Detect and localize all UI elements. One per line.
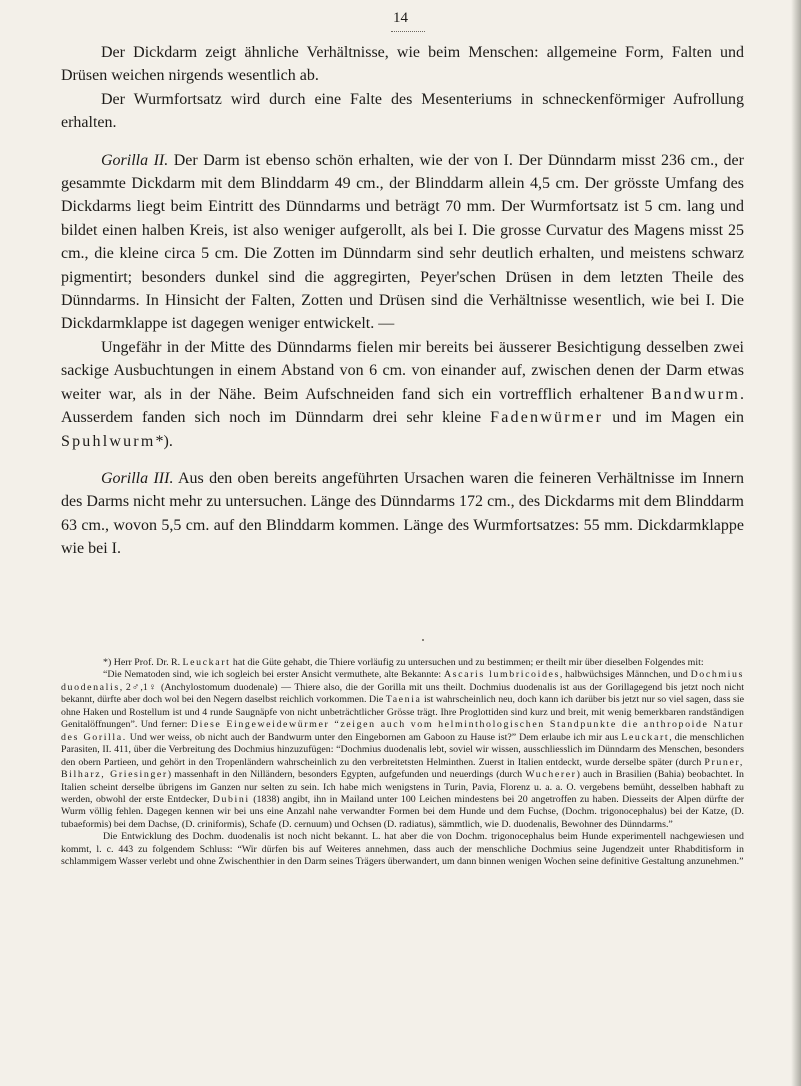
paragraph-dickdarm: Der Dickdarm zeigt ähnliche Verhältnisse, wie beim Menschen: allgemeine Form, Falten und Drüsen weichen nirgends wesentlich ab. [61,44,744,85]
page-edge-shadow [791,0,801,1086]
paragraph-parasites [61,336,744,453]
footnote-intro-b: hat die Güte gehabt, die Thiere vorläufig zu untersuchen und zu bestimmen; er theilt mir über dieselben Folgendes mit: [230,657,704,668]
paragraph-gorilla-2 [61,149,744,336]
quote-d: ist wahrscheinlich neu, doch kann ich darüber bis jetzt nur so viel sagen, dass sie ohne Haken und Rostellum ist und 4 runde Saugnäpfe von nicht unbeträchtlicher Grösse trägt. Ihre Proglottiden sind kurz und breit, mit wenig bemerkbaren randständigen Genitalöffnungen”. Und ferner: [61,694,744,731]
term-fadenwuermer: Fadenwürmer [490,409,604,427]
term-bandwurm: Bandwurm [651,385,740,403]
term-taenia: Taenia [385,694,422,706]
quote-e: Und wer weiss, ob nicht auch der Bandwurm unter den Eingebornen am Gaboon zu Hause ist?” Dem erlaube ich mir aus [126,731,622,743]
main-text [61,41,744,561]
footnote-ref: *). [155,432,173,450]
footnote-intro-a: Herr Prof. Dr. R. [111,657,183,668]
quote-f: , die menschlichen Parasiten, II. 411, über die Verbreitung des Dochmius hinzuzufügen: “Dochmius duodenalis lebt, soviel wir wissen, ausschliesslich im Dünndarm des Menschen, besonders den obern Partieen, und gehört in den Tropenländern wahrscheinlich zu den verbreitetsten Helminthen. Zuerst in Italien entdeckt, wurde derselbe später (durch [61,731,745,768]
page-number-rule [391,31,425,32]
footnote-intro [61,657,744,669]
term-ascaris: Ascaris lumbricoides [443,669,560,681]
term-spuhlwurm: Spuhlwurm [61,432,156,450]
parasites-text-c: und im Magen ein [603,409,744,427]
gorilla-3-text: Aus den oben bereits angeführten Ursachen waren die feineren Verhältnisse im Innern des Darms nicht mehr zu untersuchen. Länge des Dünndarms 172 cm., des Dickdarms mit dem Blinddarm 63 cm., wovon 5,5 cm. auf den Blinddarm kommen. Länge des Wurmfortsatzes: 55 mm. Dickdarmklappe wie bei I. [61,469,744,558]
footnote [61,657,744,869]
section-heading-gorilla-2: Gorilla II. [101,151,169,169]
paragraph-gorilla-3 [61,467,744,561]
parasites-text-b: . Ausserdem fanden sich noch im Dünndarm drei sehr kleine [61,385,744,427]
quote-h: ) auch in Brasilien (Bahia) beobachtet. In Italien scheint derselbe übrigens im Ganzen nur selten zu sein. Ich habe mich wenigstens in Turin, Pavia, Florenz u. a. a. O. vergebens bemüht, desselben habhaft zu werden, obwohl der erste Entdecker, [61,769,744,805]
name-leuckart: Leuckart [182,657,231,668]
quote-c: , 2♂,1♀ (Anchylostomum duodenale) — Thiere also, die der Gorilla mit uns theilt. Dochmius duodenalis ist aus der Gorillagegend bis jetzt noch nicht bekannt, dürfte aber doch wol bei den Negern daselbst reichlich vorkommen. Die [61,681,744,706]
footnote-quote [61,669,744,831]
quote-b: , halbwüchsiges Männchen, und [559,669,691,681]
parasites-text-a: Ungefähr in der Mitte des Dünndarms fielen mir bereits bei äusserer Besichtigung desselben zwei sackige Ausbuchtungen in einem Abstand von 6 cm. von einander auf, zwischen denen der Darm etwas weiter war, als in der Nähe. Beim Aufschneiden fand sich ein vortrefflich erhaltener [61,338,744,403]
quote-i: (1838) angibt, ihn in Mailand unter 100 Leichen mindestens bei 20 angetroffen zu haben. Diesseits der Alpen dürfte der Wurm völlig fehlen. Dagegen kennen wir bei uns eine Anzahl nahe verwandter Formen bei dem Hunde und dem Fuchse, (Dochm. trigonocephalus) bei der Katze, (D. tubaeformis) bei dem Dachse, (D. criniformis), Schafe (D. cernuum) und Ochsen (D. radiatus), sämmtlich, wie D. duodenalis, Bewohner des Dünndarms.” [61,793,744,830]
names-discoverers: Pruner, Bilharz, Griesinger [61,756,744,781]
name-dubini: Dubini [212,793,250,805]
name-wucherer: Wucherer [525,769,577,781]
name-leuckart-2: Leuckart [621,731,670,743]
page-number: 14 [393,10,408,26]
term-dochmius: Dochmius duodenalis [61,669,744,693]
footnote-separator [422,639,424,641]
paragraph-wurmfortsatz: Der Wurmfortsatz wird durch eine Falte des Mesenteriums in schneckenförmiger Aufrollung erhalten. [61,90,744,132]
gorilla-2-text: Der Darm ist ebenso schön erhalten, wie der von I. Der Dünndarm misst 236 cm., der gesammte Dickdarm mit dem Blinddarm 49 cm., der Blinddarm allein 4,5 cm. Der grösste Umfang des Dickdarms liegt beim Eintritt des Dünndarms und beträgt 70 mm. Der Wurmfortsatz ist 5 cm. lang und bildet einen halben Kreis, ist also weniger aufgerollt, als bei I. Die grosse Curvatur des Magens misst 25 cm., die kleine circa 5 cm. Die Zotten im Dünndarm sind sehr deutlich erhalten, und meistens schwarz pigmentirt; besonders dunkel sind die aggregirten, Peyer'schen Drüsen in dem letzten Theile des Dünndarms. In Hinsicht der Falten, Zotten und Drüsen sind die Verhältnisse wesentlich, wie bei I. Die Dickdarmklappe ist dagegen weniger entwickelt. — [61,151,744,333]
section-heading-gorilla-3: Gorilla III. [101,469,174,487]
quote-eingeweide: Diese Eingeweidewürmer “zeigen auch vom helminthologischen Standpunkte die anthropoide Natur des Gorilla. [61,719,744,743]
quote-a: “Die Nematoden sind, wie ich sogleich bei erster Ansicht vermuthete, alte Bekannte: [103,669,444,681]
footnote-development: Die Entwicklung des Dochm. duodenalis ist noch nicht bekannt. L. hat aber die von Dochm. trigonocephalus beim Hunde experimentell nachgewiesen und kommt, l. c. 443 zu folgendem Schluss: “Wir dürfen bis auf Weiteres annehmen, dass auch der menschliche Dochmius seine Jugendzeit unter Rhabditisform in schlammigem Wasser verlebt und ohne Zwischenthier in den Darm seines Trägers überwandert, um dann binnen wenigen Wochen seine definitive Gestaltung anzunehmen.” [61,831,744,868]
quote-g: ) massenhaft in den Nilländern, besonders Egypten, aufgefunden und neuerdings (durch [167,769,526,781]
footnote-marker: *) [103,657,112,668]
